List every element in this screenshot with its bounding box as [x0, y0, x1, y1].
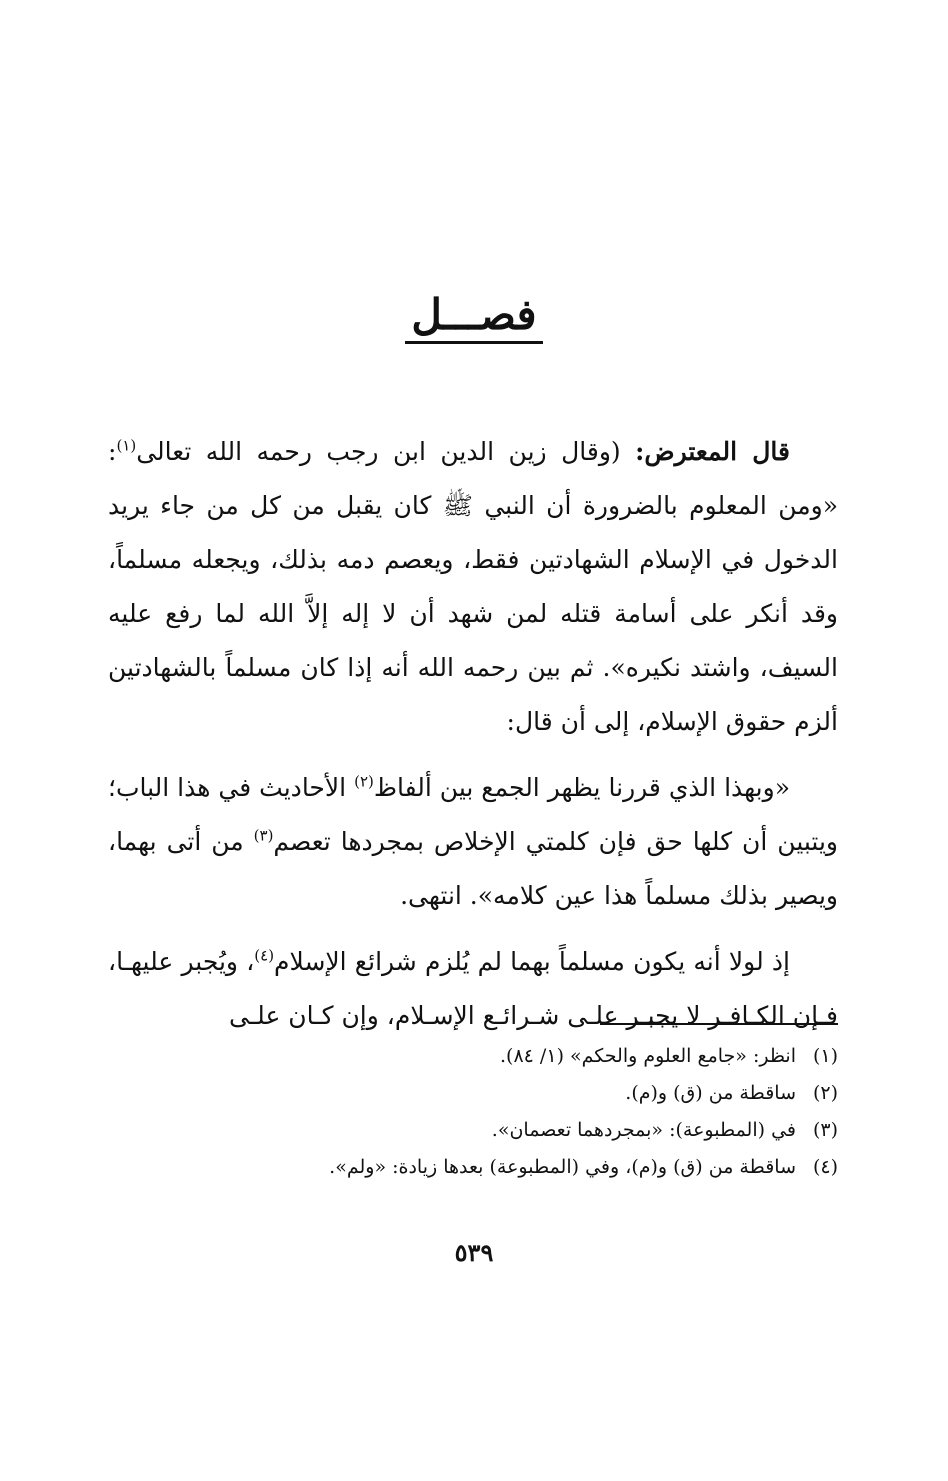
paragraph-2-text-c: من أتى بهما، ويصير بذلك مسلماً هذا عين كلامه». انتهى. — [108, 827, 838, 910]
footnote-number: (٣) — [812, 1119, 838, 1141]
paragraph-3 — [108, 935, 838, 1043]
footnote-text: ساقطة من (ق) و(م)، وفي (المطبوعة) بعدها زيادة: «ولم». — [329, 1156, 796, 1178]
footnote-ref-2: (٢) — [354, 772, 374, 791]
paragraph-3-text-b: ، ويُجبر عليهـا، فـإن الكـافـر لا يجبـر علـى شـرائـع الإسـلام، وإن كـان علـى — [108, 947, 838, 1030]
paragraph-3-text-a: إذ لولا أنه يكون مسلماً بهما لم يُلزم شرائع الإسلام — [274, 947, 790, 976]
footnote-ref-4: (٤) — [254, 946, 275, 965]
footnote-item — [108, 1075, 838, 1112]
page-number: ٥٣٩ — [454, 1238, 494, 1267]
paragraph-2 — [108, 761, 838, 923]
footnote-item — [108, 1149, 838, 1186]
section-heading-text: فصـــل — [405, 290, 542, 344]
speaker-label: قال المعترض: — [635, 437, 790, 466]
footnote-ref-3: (٣) — [253, 826, 274, 845]
footnote-text: انظر: «جامع العلوم والحكم» (١/ ٨٤). — [500, 1045, 796, 1067]
paragraph-1 — [108, 425, 838, 749]
paragraph-2-text-a: «وبهذا الذي قررنا يظهر الجمع بين ألفاظ — [373, 773, 791, 802]
footnote-item — [108, 1038, 838, 1075]
paragraph-1-text-b: : «ومن المعلوم بالضرورة أن النبي ﷺ كان يقبل من كل من جاء يريد الدخول في الإسلام الشهادتين فقط، ويعصم دمه بذلك، ويجعله مسلماً، وقد أنكر على أسامة قتله لمن شهد أن لا إله إلاَّ الله لما رفع عليه السيف، واشتد نكيره». ثم بين رحمه الله أنه إذا كان مسلماً بالشهادتين ألزم حقوق الإسلام، إلى أن قال: — [108, 437, 838, 736]
footnote-divider — [600, 1023, 838, 1025]
footnote-ref-1: (١) — [116, 436, 137, 455]
footnote-number: (١) — [812, 1045, 838, 1067]
footnote-number: (٢) — [812, 1082, 838, 1104]
paragraph-1-text-a: (وقال زين الدين ابن رجب رحمه الله تعالى — [136, 437, 636, 466]
footnote-text: في (المطبوعة): «بمجردهما تعصمان». — [491, 1119, 796, 1141]
paragraph-2-text-b: الأحاديث في هذا الباب؛ ويتبين أن كلها حق فإن كلمتي الإخلاص بمجردها تعصم — [108, 773, 838, 856]
footnote-item — [108, 1112, 838, 1149]
section-heading — [0, 290, 948, 339]
footnotes-list — [108, 1038, 838, 1186]
main-text — [108, 425, 838, 1055]
footnote-text: ساقطة من (ق) و(م). — [625, 1082, 796, 1104]
footnote-number: (٤) — [812, 1156, 838, 1178]
